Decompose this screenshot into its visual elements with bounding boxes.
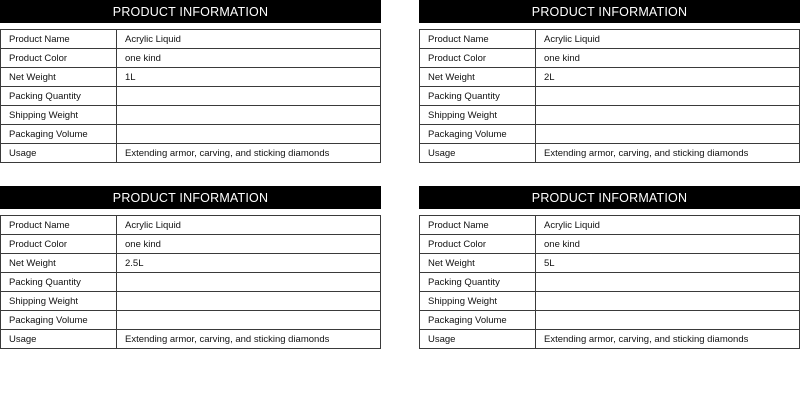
table-row bbox=[420, 144, 800, 163]
row-value: Extending armor, carving, and sticking diamonds bbox=[536, 144, 800, 163]
table-row bbox=[1, 311, 381, 330]
row-value bbox=[536, 311, 800, 330]
table-row bbox=[1, 49, 381, 68]
panel-header: PRODUCT INFORMATION bbox=[0, 0, 381, 23]
table-row bbox=[420, 68, 800, 87]
row-label: Net Weight bbox=[420, 254, 536, 273]
row-label: Packaging Volume bbox=[420, 311, 536, 330]
panel-header: PRODUCT INFORMATION bbox=[419, 186, 800, 209]
row-value: one kind bbox=[536, 235, 800, 254]
row-value bbox=[536, 292, 800, 311]
table-row bbox=[1, 30, 381, 49]
row-value bbox=[536, 273, 800, 292]
table-row bbox=[1, 330, 381, 349]
table-row bbox=[1, 216, 381, 235]
row-label: Usage bbox=[1, 330, 117, 349]
row-label: Product Color bbox=[1, 235, 117, 254]
table-row bbox=[1, 235, 381, 254]
row-label: Packaging Volume bbox=[420, 125, 536, 144]
row-value: 2.5L bbox=[117, 254, 381, 273]
table-row bbox=[1, 273, 381, 292]
table-row bbox=[420, 30, 800, 49]
table-row bbox=[420, 106, 800, 125]
row-value bbox=[117, 106, 381, 125]
panel-header: PRODUCT INFORMATION bbox=[419, 0, 800, 23]
table-row bbox=[1, 68, 381, 87]
table-row bbox=[1, 106, 381, 125]
table-row bbox=[1, 125, 381, 144]
row-value bbox=[536, 106, 800, 125]
product-info-panel-2 bbox=[419, 0, 800, 163]
product-info-panel-3 bbox=[0, 186, 381, 349]
row-value: Acrylic Liquid bbox=[536, 30, 800, 49]
row-label: Packing Quantity bbox=[420, 87, 536, 106]
row-value: Acrylic Liquid bbox=[117, 30, 381, 49]
table-row bbox=[420, 235, 800, 254]
row-label: Packing Quantity bbox=[420, 273, 536, 292]
row-label: Product Name bbox=[420, 216, 536, 235]
row-label: Packing Quantity bbox=[1, 273, 117, 292]
row-label: Product Name bbox=[1, 216, 117, 235]
row-label: Net Weight bbox=[1, 254, 117, 273]
row-label: Net Weight bbox=[420, 68, 536, 87]
table-row bbox=[420, 330, 800, 349]
row-label: Net Weight bbox=[1, 68, 117, 87]
row-value: Acrylic Liquid bbox=[117, 216, 381, 235]
table-row bbox=[1, 292, 381, 311]
table-row bbox=[420, 311, 800, 330]
row-value: 1L bbox=[117, 68, 381, 87]
table-row bbox=[420, 125, 800, 144]
table-row bbox=[420, 292, 800, 311]
row-label: Packaging Volume bbox=[1, 125, 117, 144]
product-info-table bbox=[0, 215, 381, 349]
row-label: Usage bbox=[1, 144, 117, 163]
row-value: one kind bbox=[536, 49, 800, 68]
row-label: Product Color bbox=[420, 49, 536, 68]
row-label: Usage bbox=[420, 144, 536, 163]
row-label: Product Name bbox=[420, 30, 536, 49]
row-label: Product Color bbox=[1, 49, 117, 68]
table-row bbox=[1, 87, 381, 106]
row-value bbox=[117, 311, 381, 330]
row-value bbox=[117, 125, 381, 144]
row-value: 5L bbox=[536, 254, 800, 273]
row-value: Acrylic Liquid bbox=[536, 216, 800, 235]
product-info-table bbox=[0, 29, 381, 163]
table-row bbox=[420, 216, 800, 235]
product-info-panel-4 bbox=[419, 186, 800, 349]
row-value bbox=[117, 273, 381, 292]
row-value: 2L bbox=[536, 68, 800, 87]
row-value bbox=[536, 87, 800, 106]
table-row bbox=[420, 254, 800, 273]
row-value bbox=[117, 87, 381, 106]
row-label: Usage bbox=[420, 330, 536, 349]
row-value bbox=[117, 292, 381, 311]
row-value bbox=[536, 125, 800, 144]
row-label: Shipping Weight bbox=[1, 106, 117, 125]
panel-header: PRODUCT INFORMATION bbox=[0, 186, 381, 209]
row-value: one kind bbox=[117, 49, 381, 68]
product-info-panel-1 bbox=[0, 0, 381, 163]
row-label: Shipping Weight bbox=[1, 292, 117, 311]
product-info-table bbox=[419, 215, 800, 349]
row-value: Extending armor, carving, and sticking diamonds bbox=[117, 330, 381, 349]
row-label: Product Name bbox=[1, 30, 117, 49]
table-row bbox=[1, 254, 381, 273]
table-row bbox=[420, 49, 800, 68]
product-info-table bbox=[419, 29, 800, 163]
row-value: Extending armor, carving, and sticking diamonds bbox=[117, 144, 381, 163]
table-row bbox=[420, 273, 800, 292]
row-label: Product Color bbox=[420, 235, 536, 254]
row-label: Shipping Weight bbox=[420, 292, 536, 311]
table-row bbox=[420, 87, 800, 106]
row-value: Extending armor, carving, and sticking diamonds bbox=[536, 330, 800, 349]
row-value: one kind bbox=[117, 235, 381, 254]
row-label: Packaging Volume bbox=[1, 311, 117, 330]
row-label: Packing Quantity bbox=[1, 87, 117, 106]
table-row bbox=[1, 144, 381, 163]
row-label: Shipping Weight bbox=[420, 106, 536, 125]
